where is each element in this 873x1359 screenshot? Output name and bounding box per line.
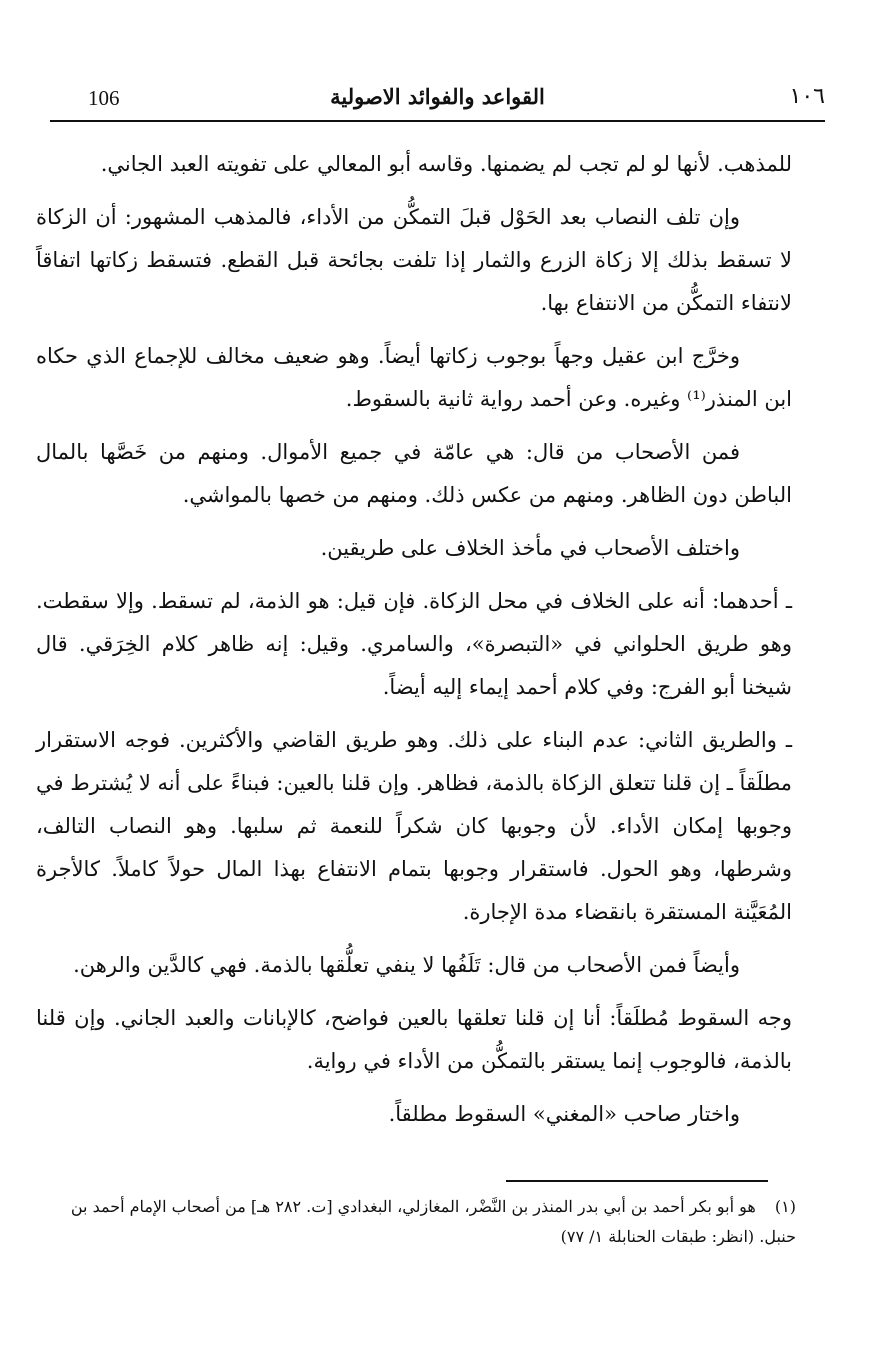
paragraph-7: ـ والطريق الثاني: عدم البناء على ذلك. وهو طريق القاضي والأكثرين. فوجه الاستقرار مطلَقاً ـ إن قلنا تتعلق الزكاة بالذمة، فظاهر. وإن قلنا بالعين: فبناءً على أنه لا يُشترط في وجوبها إمكان الأداء. لأن وجوبها كان شكراً للنعمة ثم سلبها. وهو النصاب التالف، وشرطها، وهو الحول. فاستقرار وجوبها بتمام الانتفاع بهذا المال حولاً كاملاً. كالأجرة المُعَيَّنة المستقرة بانقضاء مدة الإجارة. xyxy=(36,728,792,924)
paragraph-3: وخرَّج ابن عقيل وجهاً بوجوب زكاتها أيضاً. وهو ضعيف مخالف للإجماع الذي حكاه ابن المنذر⁽¹⁾ وغيره. وعن أحمد رواية ثانية بالسقوط. xyxy=(36,344,792,411)
paragraph-4: فمن الأصحاب من قال: هي عامّة في جميع الأموال. ومنهم من خَصَّها بالمال الباطن دون الظاهر. ومنهم من عكس ذلك. ومنهم من خصها بالمواشي. xyxy=(36,440,792,507)
paragraph-6: ـ أحدهما: أنه على الخلاف في محل الزكاة. فإن قيل: هو الذمة، لم تسقط. وإلا سقطت. وهو طريق الحلواني في «التبصرة»، والسامري. وقيل: إنه ظاهر كلام الخِرَقي. قال شيخنا أبو الفرج: وفي كلام أحمد إيماء إليه أيضاً. xyxy=(36,589,792,699)
page-number-latin: 106 xyxy=(88,86,120,110)
page-number-arabic: ١٠٦ xyxy=(789,84,825,109)
footnote-number: (١) xyxy=(774,1197,796,1216)
footnote-text: هو أبو بكر أحمد بن أبي بدر المنذر بن النَّضْر، المغازلي، البغدادي [ت. ٢٨٢ هـ] من أصحاب الإمام أحمد بن حنبل. (انظر: طبقات الحنابلة ١/ ٧٧) xyxy=(70,1197,796,1246)
paragraph-8: وأيضاً فمن الأصحاب من قال: تَلَفُها لا ينفي تعلُّقها بالذمة. فهي كالدَّين والرهن. xyxy=(73,953,740,977)
page-header xyxy=(50,80,825,122)
paragraph-1: للمذهب. لأنها لو لم تجب لم يضمنها. وقاسه أبو المعالي على تفويته العبد الجاني. xyxy=(100,152,792,176)
footnote xyxy=(48,1192,796,1252)
paragraph-5: واختلف الأصحاب في مأخذ الخلاف على طريقين. xyxy=(320,536,740,560)
paragraph-10: واختار صاحب «المغني» السقوط مطلقاً. xyxy=(388,1102,740,1126)
running-title: القواعد والفوائد الاصولية xyxy=(330,84,545,109)
page-body xyxy=(36,143,792,1146)
footnote-separator xyxy=(506,1180,768,1182)
paragraph-9: وجه السقوط مُطلَقاً: أنا إن قلنا تعلقها بالعين فواضح، كالإبانات والعبد الجاني. وإن قلنا بالذمة، فالوجوب إنما يستقر بالتمكُّن من الأداء في رواية. xyxy=(36,1006,792,1073)
paragraph-2: وإن تلف النصاب بعد الحَوْل قبلَ التمكُّن من الأداء، فالمذهب المشهور: أن الزكاة لا تسقط بذلك إلا زكاة الزرع والثمار إذا تلفت بجائحة قبل القطع. فتسقط زكاتها اتفاقاً لانتفاء التمكُّن من الانتفاع بها. xyxy=(36,205,792,315)
